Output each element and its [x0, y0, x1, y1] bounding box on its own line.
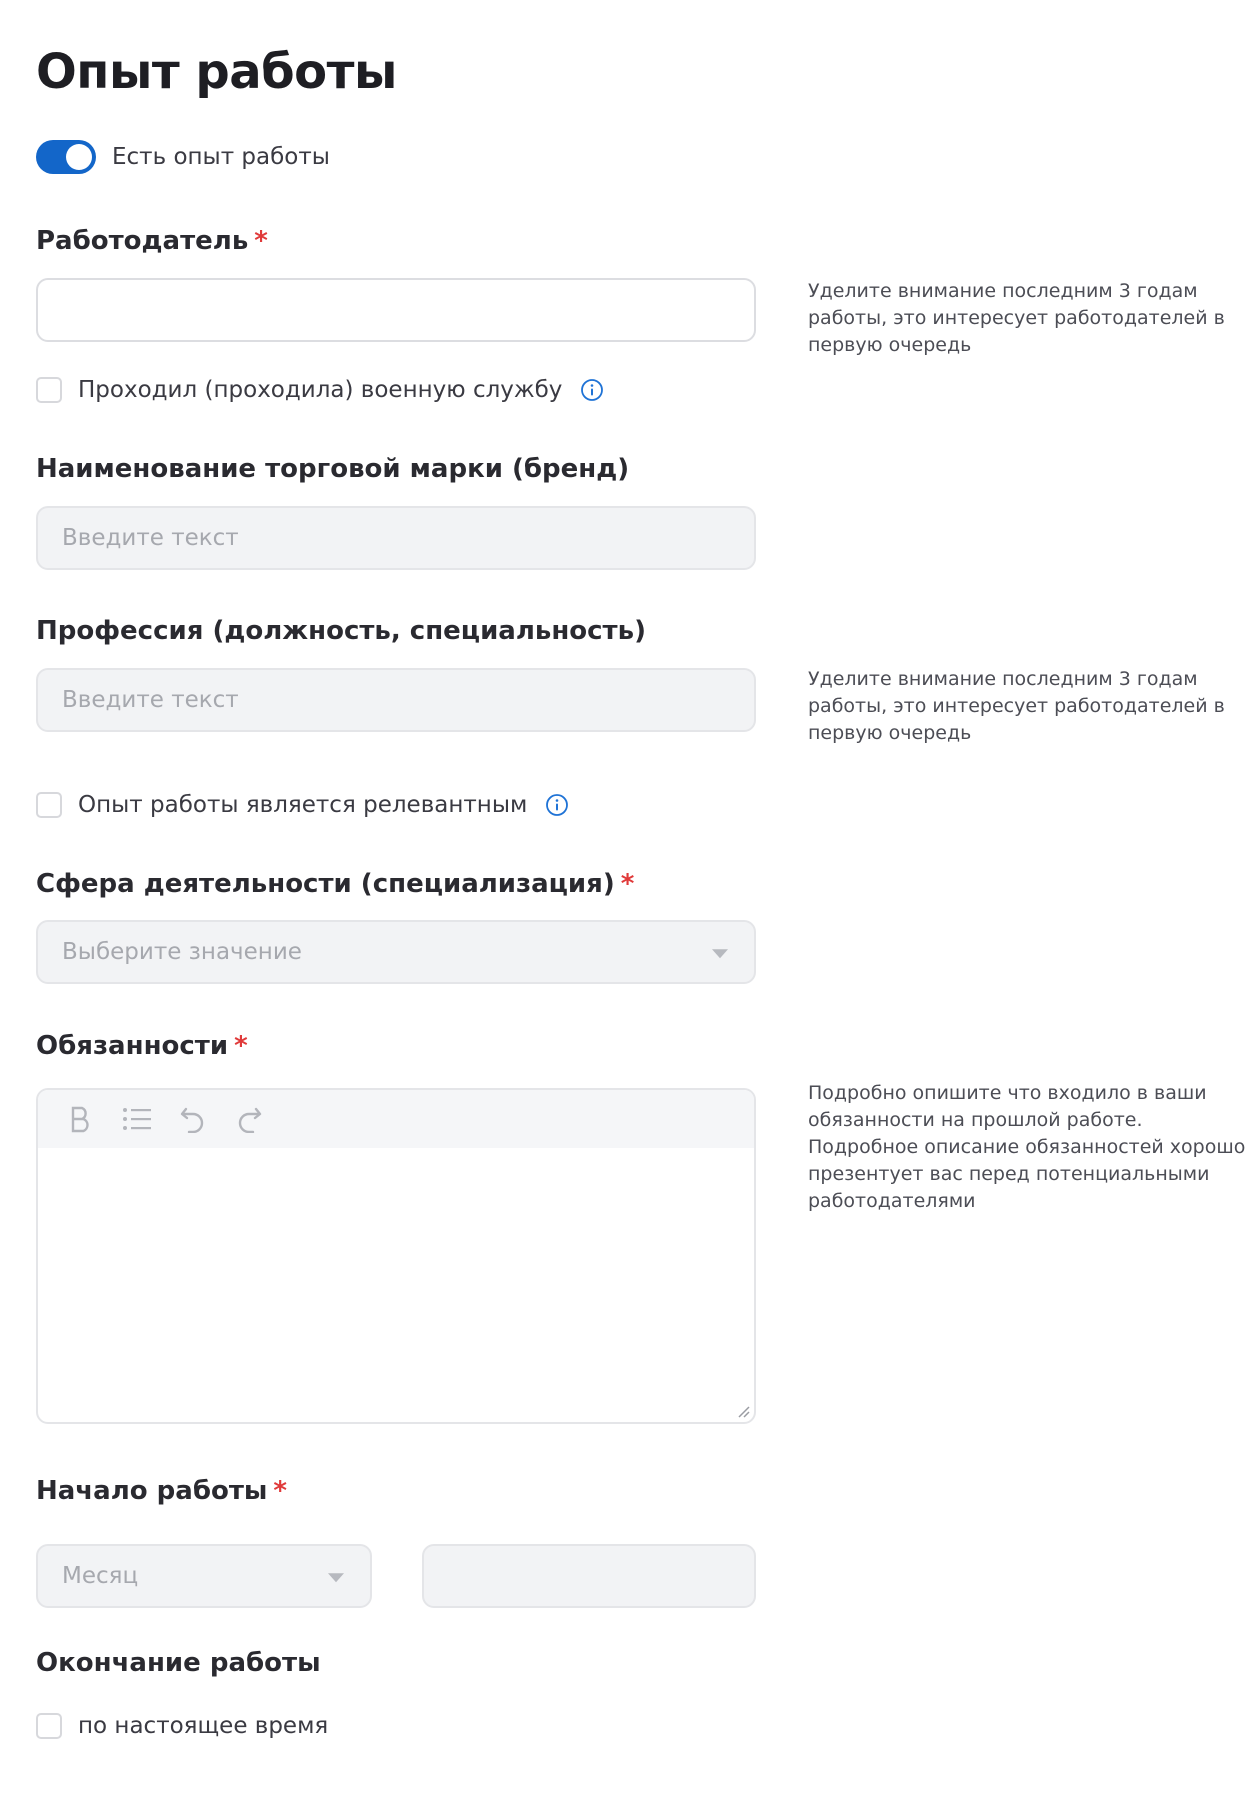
duties-hint: Подробно опишите что входило в ваши обязанности на прошлой работе. Подробное описание обязанностей хорошо презентует вас перед потенциальными работодателями — [808, 1082, 1246, 1212]
toggle-knob — [66, 144, 92, 170]
end-label: Окончание работы — [36, 1648, 321, 1678]
undo-icon[interactable] — [178, 1104, 208, 1134]
relevant-label: Опыт работы является релевантным — [78, 792, 528, 818]
present-label: по настоящее время — [78, 1713, 329, 1739]
start-year-input[interactable] — [424, 1546, 754, 1606]
page-title: Опыт работы — [36, 44, 397, 100]
start-label — [36, 1476, 287, 1506]
sphere-placeholder: Выберите значение — [62, 939, 302, 965]
brand-label: Наименование торговой марки (бренд) — [36, 454, 630, 484]
profession-hint: Уделите внимание последним 3 годам работы, это интересует работодателей в первую очередь — [808, 668, 1225, 744]
brand-placeholder: Введите текст — [62, 525, 239, 551]
profession-label: Профессия (должность, специальность) — [36, 616, 646, 646]
start-month-select[interactable] — [36, 1544, 372, 1608]
start-year-field[interactable] — [422, 1544, 756, 1608]
duties-label — [36, 1031, 248, 1061]
sphere-select[interactable] — [36, 920, 756, 984]
sphere-label — [36, 869, 634, 899]
start-label-text: Начало работы — [36, 1476, 268, 1506]
present-row — [36, 1713, 328, 1739]
chevron-down-icon — [712, 949, 728, 958]
relevant-checkbox[interactable] — [36, 792, 62, 818]
employer-field[interactable] — [36, 278, 756, 342]
profession-field[interactable] — [36, 668, 756, 732]
duties-editor — [36, 1088, 756, 1424]
chevron-down-icon — [328, 1573, 344, 1582]
present-checkbox[interactable] — [36, 1713, 62, 1739]
editor-toolbar — [38, 1090, 754, 1148]
required-mark: * — [273, 1476, 288, 1506]
relevant-row — [36, 792, 569, 818]
redo-icon[interactable] — [234, 1104, 264, 1134]
resize-handle-icon[interactable] — [736, 1404, 750, 1418]
required-mark: * — [620, 869, 635, 899]
employer-label-text: Работодатель — [36, 226, 249, 256]
employer-input[interactable] — [38, 280, 754, 340]
info-icon[interactable] — [545, 793, 569, 817]
duties-label-text: Обязанности — [36, 1031, 229, 1061]
experience-toggle-label: Есть опыт работы — [112, 144, 330, 170]
required-mark: * — [254, 226, 268, 256]
military-label: Проходил (проходила) военную службу — [78, 377, 563, 403]
profession-placeholder: Введите текст — [62, 687, 239, 713]
brand-field[interactable] — [36, 506, 756, 570]
duties-textarea[interactable] — [38, 1148, 754, 1424]
military-checkbox[interactable] — [36, 377, 62, 403]
employer-label — [36, 226, 268, 256]
info-icon[interactable] — [580, 378, 604, 402]
required-mark: * — [234, 1031, 248, 1061]
employer-hint: Уделите внимание последним 3 годам работы, это интересует работодателей в первую очередь — [808, 280, 1225, 356]
experience-toggle[interactable] — [36, 140, 96, 174]
sphere-label-text: Сфера деятельности (специализация) — [36, 869, 615, 899]
month-placeholder: Месяц — [62, 1563, 139, 1589]
military-row — [36, 377, 604, 403]
bold-icon[interactable] — [66, 1104, 96, 1134]
list-icon[interactable] — [122, 1104, 152, 1134]
experience-toggle-row — [36, 140, 330, 174]
